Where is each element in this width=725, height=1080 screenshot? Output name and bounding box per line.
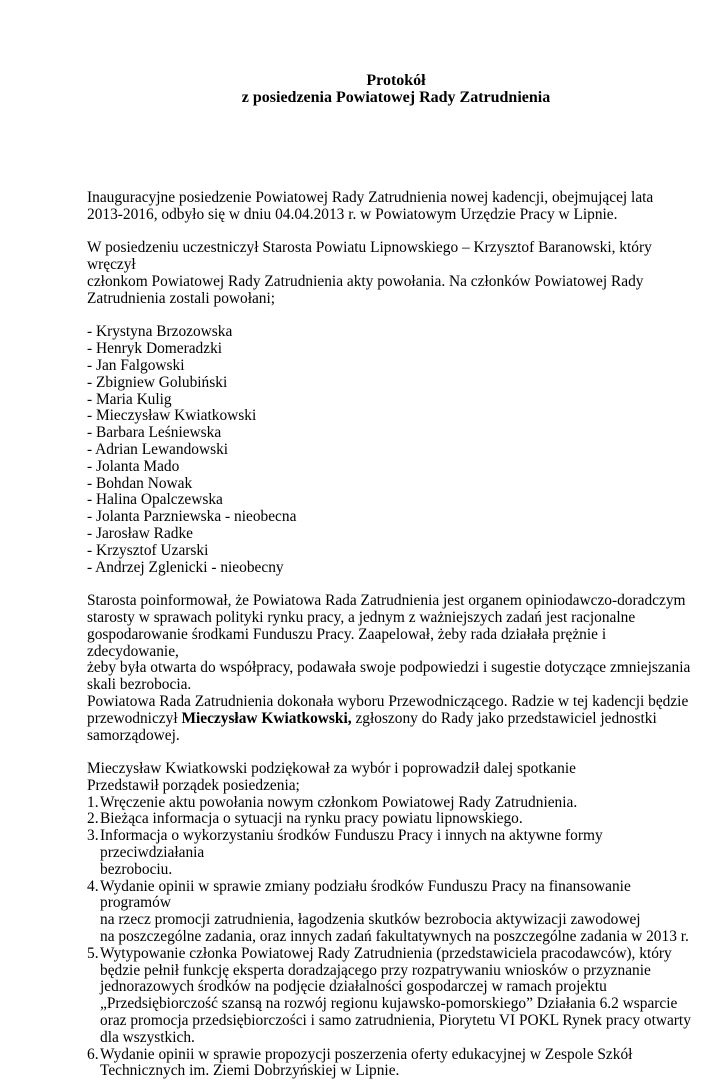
chair-line: Mieczysław Kwiatkowski podziękował za wybór i poprowadził dalej spotkanie	[87, 760, 576, 778]
info-text: zgłoszony do Rady jako przedstawiciel jednostki	[351, 709, 657, 727]
agenda-item-line: bezrobociu.	[100, 860, 173, 878]
agenda-item	[87, 946, 697, 1047]
member-item: - Henryk Domeradzki	[87, 340, 223, 358]
agenda-item-number: 5.	[87, 944, 99, 962]
agenda-item	[87, 828, 697, 878]
agenda-item-number: 3.	[87, 827, 99, 845]
agenda-item-number: 6.	[87, 1045, 99, 1063]
agenda-item-text	[100, 828, 697, 878]
agenda-item-text	[100, 811, 697, 828]
title-block	[87, 72, 697, 106]
member-item: - Jolanta Parzniewska - nieobecna	[87, 508, 297, 526]
agenda-item	[87, 795, 697, 812]
chairman-name: Mieczysław Kwiatkowski,	[181, 709, 352, 727]
agenda-item-line: Wręczenie aktu powołania nowym członkom Powiatowej Rady Zatrudnienia.	[100, 793, 578, 811]
member-item: - Andrzej Zglenicki - nieobecny	[87, 558, 284, 576]
agenda-item-number: 2.	[87, 810, 99, 828]
info-line: gospodarowanie środkami Funduszu Pracy. Zaapelował, żeby rada działała prężnie i zdecydowanie,	[87, 625, 607, 660]
starosta-paragraph	[87, 240, 697, 307]
agenda-item-text	[100, 795, 697, 812]
agenda-item-line: oraz promocja przedsiębiorczości i samo zatrudnienia, Piorytetu VI POKL Rynek pracy otwarty	[100, 1012, 691, 1030]
agenda-item	[87, 811, 697, 828]
member-item: - Adrian Lewandowski	[87, 440, 229, 458]
member-item: - Krzysztof Uzarski	[87, 541, 209, 559]
member-item: - Jarosław Radke	[87, 524, 193, 542]
document-page	[87, 72, 697, 1080]
agenda-item-line: na poszczególne zadania, oraz innych zadań fakultatywnych na poszczególne zadania w 2013 r.	[100, 928, 689, 946]
agenda-item-line: Wydanie opinii w sprawie propozycji poszerzenia oferty edukacyjnej w Zespole Szkół	[100, 1045, 633, 1063]
starosta-line: Zatrudnienia zostali powołani;	[87, 289, 276, 307]
agenda-item-line: Wytypowanie członka Powiatowej Rady Zatrudnienia (przedstawiciela pracodawców), który	[100, 944, 672, 962]
agenda-item-line: Bieżąca informacja o sytuacji na rynku pracy powiatu lipnowskiego.	[100, 810, 523, 828]
intro-line: Inauguracyjne posiedzenie Powiatowej Rady Zatrudnienia nowej kadencji, obejmującej lata	[87, 189, 654, 206]
member-item: - Maria Kulig	[87, 390, 172, 408]
agenda-item-line: Informacja o wykorzystaniu środków Funduszu Pracy i innych na aktywne formy przeciwdziałania	[100, 827, 603, 862]
agenda-item-text	[100, 879, 697, 946]
agenda-item-line: jednorazowych środków na podjęcie działalności gospodarczej w ramach projektu	[100, 978, 607, 996]
starosta-line: W posiedzeniu uczestniczył Starosta Powiatu Lipnowskiego – Krzysztof Baranowski, który wręczył	[87, 239, 652, 274]
agenda-item-number: 4.	[87, 877, 99, 895]
intro-paragraph	[87, 190, 697, 224]
member-item: - Zbigniew Golubiński	[87, 373, 228, 391]
chair-paragraph	[87, 761, 697, 795]
member-item: - Jan Falgowski	[87, 356, 185, 374]
agenda-item-text	[100, 1047, 697, 1080]
member-item: - Jolanta Mado	[87, 457, 180, 475]
starosta-line: członkom Powiatowej Rady Zatrudnienia akty powołania. Na członków Powiatowej Rady	[87, 272, 644, 290]
chair-line: Przedstawił porządek posiedzenia;	[87, 776, 300, 794]
info-line: starosty w sprawach polityki rynku pracy, a jednym z ważniejszych zadań jest racjonalne	[87, 608, 636, 626]
agenda-item-line: na rzecz promocji zatrudnienia, łagodzenia skutków bezrobocia aktywizacji zawodowej	[100, 911, 641, 929]
info-line: żeby była otwarta do współpracy, podawała swoje podpowiedzi i sugestie dotyczące zmniejszania	[87, 659, 691, 677]
agenda-item-line: dla wszystkich.	[100, 1028, 195, 1046]
agenda-item-line: „Przedsiębiorczość szansą na rozwój regionu kujawsko-pomorskiego” Działania 6.2 wsparcie	[100, 995, 678, 1013]
member-item: - Mieczysław Kwiatkowski	[87, 407, 257, 425]
info-line: samorządowej.	[87, 726, 180, 744]
agenda-item-line: Wydanie opinii w sprawie zmiany podziału środków Funduszu Pracy na finansowanie programów	[100, 877, 631, 912]
member-item: - Halina Opalczewska	[87, 491, 223, 509]
agenda-item-line: Technicznych im. Ziemi Dobrzyńskiej w Lipnie.	[100, 1062, 400, 1080]
document-subtitle: z posiedzenia Powiatowej Rady Zatrudnienia	[241, 89, 551, 106]
document-title: Protokół	[366, 72, 426, 89]
member-item: - Barbara Leśniewska	[87, 424, 222, 442]
agenda-list	[87, 795, 697, 1080]
intro-line: 2013-2016, odbyło się w dniu 04.04.2013 r. w Powiatowym Urzędzie Pracy w Lipnie.	[87, 205, 618, 223]
member-item: - Krystyna Brzozowska	[87, 323, 233, 341]
agenda-item-line: będzie pełnił funkcję eksperta doradzającego przy rozpatrywaniu wniosków o przyznanie	[100, 961, 651, 979]
member-item: - Bohdan Nowak	[87, 474, 193, 492]
info-paragraph	[87, 593, 697, 744]
members-list	[87, 324, 697, 576]
info-line: Powiatowa Rada Zatrudnienia dokonała wyboru Przewodniczącego. Radzie w tej kadencji będzie	[87, 692, 689, 710]
agenda-item	[87, 1047, 697, 1080]
info-line	[87, 711, 697, 728]
agenda-item-text	[100, 946, 697, 1047]
info-line: skali bezrobocia.	[87, 676, 192, 694]
info-line: Starosta poinformował, że Powiatowa Rada Zatrudnienia jest organem opiniodawczo-doradczym	[87, 592, 686, 610]
info-text: przewodniczył	[87, 709, 182, 727]
agenda-item-number: 1.	[87, 793, 99, 811]
agenda-item	[87, 879, 697, 946]
